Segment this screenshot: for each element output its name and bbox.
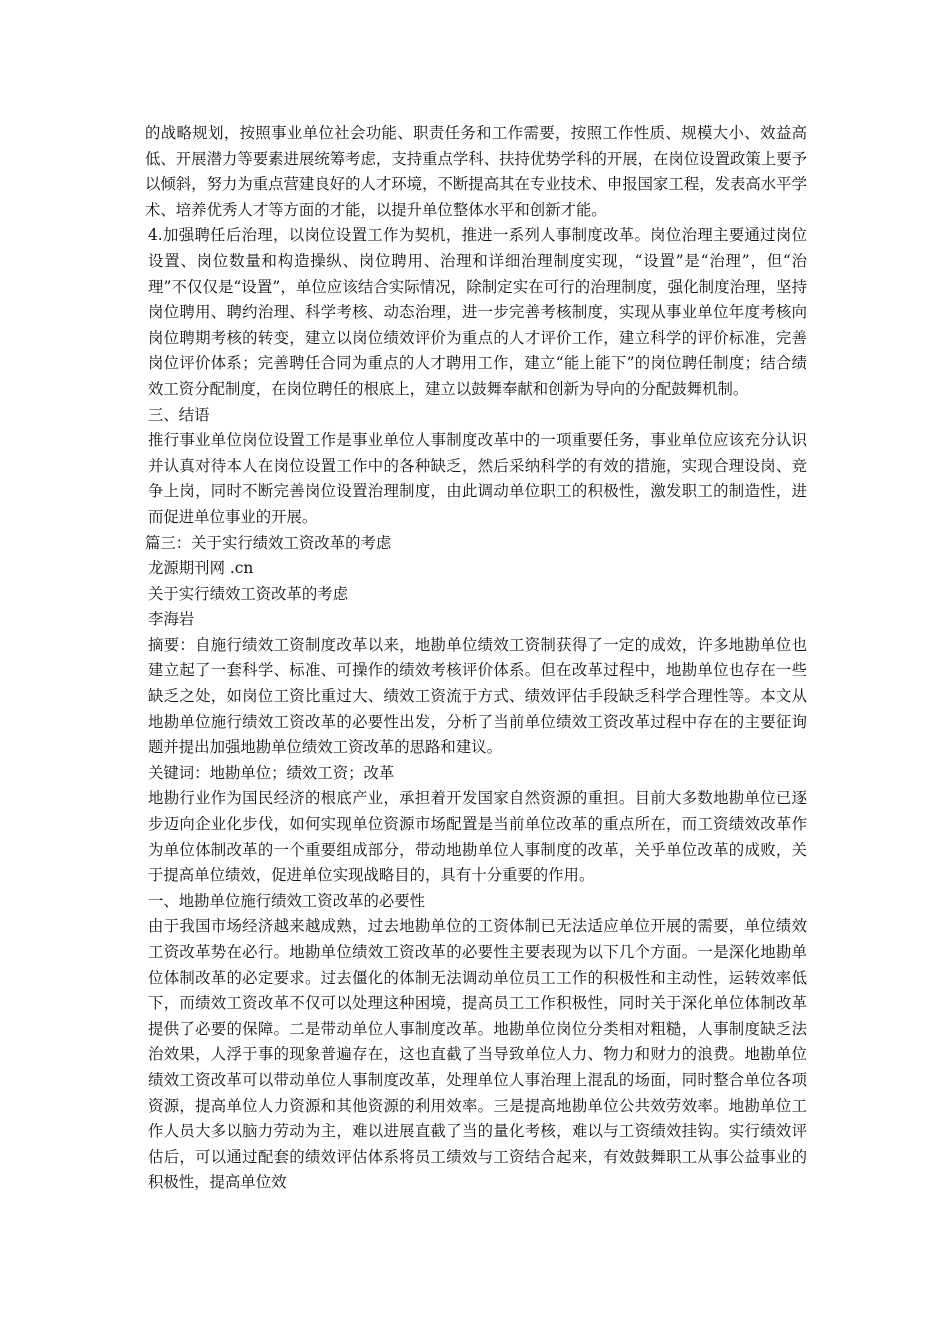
article-heading: 篇三：关于实行绩效工资改革的考虑	[145, 533, 392, 552]
author-name: 李海岩	[148, 610, 195, 629]
section-heading: 三、结语	[148, 405, 210, 424]
body-paragraph: 4.加强聘任后治理，以岗位设置工作为契机，推进一系列人事制度改革。岗位治理主要通过岗位设置、岗位数量和构造操纵、岗位聘用、治理和详细治理制度实现，“设置”是“治理”，但“治理”不仅仅是“设置”，单位应该结合实际情况，除制定实在可行的治理制度，强化制度治理，坚持岗位聘用、聘约治理、科学考核、动态治理，进一步完善考核制度，实现从事业单位年度考核向岗位聘期考核的转变，建立以岗位绩效评价为重点的人才评价工作，建立科学的评价标准，完善岗位评价体系；完善聘任合同为重点的人才聘用工作，建立“能上能下”的岗位聘任制度；结合绩效工资分配制度，在岗位聘任的根底上，建立以鼓舞奉献和创新为导向的分配鼓舞机制。	[148, 226, 807, 398]
article-title: 关于实行绩效工资改革的考虑	[148, 584, 349, 603]
section-heading: 一、地勘单位施行绩效工资改革的必要性	[148, 891, 426, 910]
body-paragraph: 推行事业单位岗位设置工作是事业单位人事制度改革中的一项重要任务，事业单位应该充分认识并认真对待本人在岗位设置工作中的各种缺乏，然后采纳科学的有效的措施，实现合理设岗、竞争上岗，同时不断完善岗位设置治理制度，由此调动单位职工的积极性，激发职工的制造性，进而促进单位事业的开展。	[148, 431, 807, 526]
body-paragraph: 的战略规划，按照事业单位社会功能、职责任务和工作需要，按照工作性质、规模大小、效益高低、开展潜力等要素进展统筹考虑，支持重点学科、扶持优势学科的开展，在岗位设置政策上要予以倾斜，努力为重点营建良好的人才环境，不断提高其在专业技术、申报国家工程，发表高水平学术、培养优秀人才等方面的才能，以提升单位整体水平和创新才能。	[145, 124, 807, 219]
keywords-line: 关键词：地勘单位；绩效工资；改革	[148, 763, 395, 782]
body-paragraph: 由于我国市场经济越来越成熟，过去地勘单位的工资体制已无法适应单位开展的需要，单位绩效工资改革势在必行。地勘单位绩效工资改革的必要性主要表现为以下几个方面。一是深化地勘单位体制改革的必定要求。过去僵化的体制无法调动单位员工工作的积极性和主动性，运转效率低下，而绩效工资改革不仅可以处理这种困境，提高员工工作积极性，同时关于深化单位体制改革提供了必要的保障。二是带动单位人事制度改革。地勘单位岗位分类相对粗糙，人事制度缺乏法治效果，人浮于事的现象普遍存在，这也直截了当导致单位人力、物力和财力的浪费。地勘单位绩效工资改革可以带动单位人事制度改革，处理单位人事治理上混乱的场面，同时整合单位各项资源，提高单位人力资源和其他资源的利用效率。三是提高地勘单位公共效劳效率。地勘单位工作人员大多以脑力劳动为主，难以进展直截了当的量化考核，难以与工资绩效挂钩。实行绩效评估后，可以通过配套的绩效评估体系将员工绩效与工资结合起来，有效鼓舞职工从事公益事业的积极性，提高单位效	[148, 917, 807, 1192]
abstract-paragraph: 摘要：自施行绩效工资制度改革以来，地勘单位绩效工资制获得了一定的成效，许多地勘单位也建立起了一套科学、标准、可操作的绩效考核评价体系。但在改革过程中，地勘单位也存在一些缺乏之处，如岗位工资比重过大、绩效工资流于方式、绩效评估手段缺乏科学合理性等。本文从地勘单位施行绩效工资改革的必要性出发，分析了当前单位绩效工资改革过程中存在的主要征询题并提出加强地勘单位绩效工资改革的思路和建议。	[148, 635, 807, 757]
document-page	[145, 121, 807, 1196]
body-paragraph: 地勘行业作为国民经济的根底产业，承担着开发国家自然资源的重担。目前大多数地勘单位已逐步迈向企业化步伐，如何实现单位资源市场配置是当前单位改革的重点所在，而工资绩效改革作为单位体制改革的一个重要组成部分，带动地勘单位人事制度的改革，关乎单位改革的成败，关于提高单位绩效，促进单位实现战略目的，具有十分重要的作用。	[148, 789, 807, 885]
source-line: 龙源期刊网 .cn	[148, 559, 254, 578]
